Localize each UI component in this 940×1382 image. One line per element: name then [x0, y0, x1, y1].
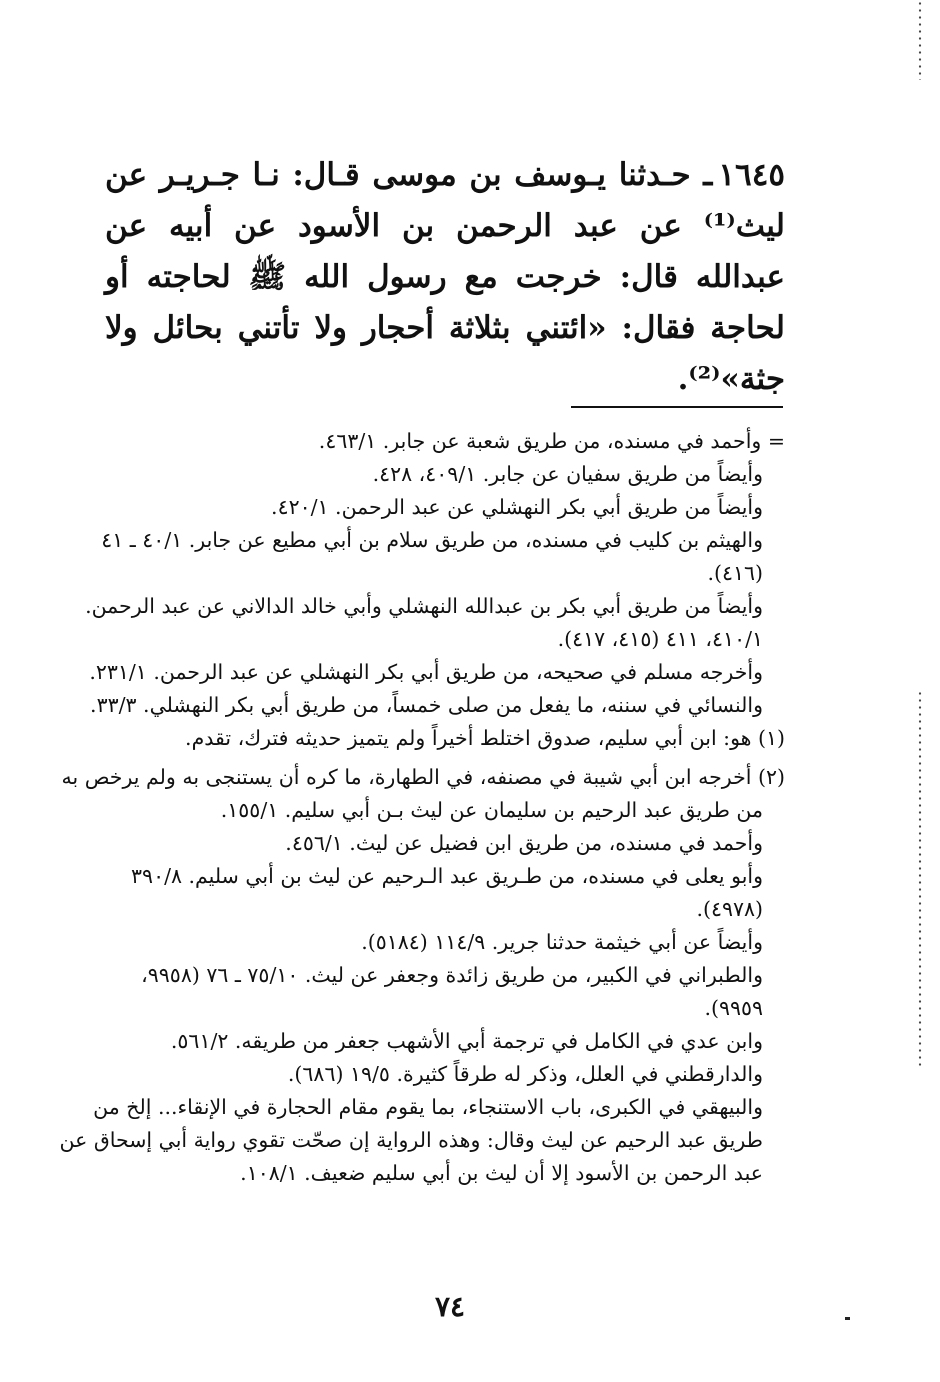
footnote-line: وأيضاً من طريق أبي بكر النهشلي عن عبد الرحمن. ٤٢٠/١. — [271, 495, 763, 519]
footnote-line: من طريق عبد الرحيم بن سليمان عن ليث بـن أبي سليم. ١٥٥/١. — [220, 798, 763, 822]
footnote-2: (٢) أخرجه ابن أبي شيبة في مصنفه، في الطهارة، ما كره أن يستنجى به ولم يرخص به — [61, 765, 785, 789]
scan-edge-middle — [918, 690, 922, 1070]
footnote-line: (٤٩٧٨). — [696, 897, 763, 921]
footnote-line: والهيثم بن كليب في مسنده، من طريق سلام بن أبي مطيع عن جابر. ٤٠/١ ـ ٤١ — [101, 528, 763, 552]
hadith-body: ـ حـدثنا يـوسف بن موسى قـال: نـا جـريـر عن ليث⁽¹⁾ عن عبد الرحمن بن الأسود عن أبيه عن عبدالله قال: خرجت مع رسول الله ﷺ لحاجته أو لحاجة فقال: «ائتني بثلاثة أحجار ولا تأتني بحائل ولا جثة»⁽²⁾. — [105, 157, 785, 397]
footnote-line: ٩٩٥٩). — [704, 996, 763, 1020]
footnote-line: وأيضاً عن أبي خيثمة حدثنا جرير. ١١٤/٩ (٥١٨٤). — [361, 930, 763, 954]
footnote-line: عبد الرحمن بن الأسود إلا أن ليث بن أبي سليم ضعيف. ١٠٨/١. — [240, 1161, 763, 1185]
hadith-text — [105, 150, 785, 405]
footnotes — [59, 425, 785, 1190]
scan-edge-top — [918, 0, 922, 80]
footnote-line: وأيضاً من طريق أبي بكر بن عبدالله النهشلي وأبي خالد الدالاني عن عبد الرحمن. — [85, 594, 763, 618]
footnote-line: وأيضاً من طريق سفيان عن جابر. ٤٠٩/١، ٤٢٨. — [372, 462, 763, 486]
footnote-1: (١) هو: ابن أبي سليم، صدوق اختلط أخيراً ولم يتميز حديثه فترك، تقدم. — [185, 726, 785, 750]
footnote-line: والدارقطني في العلل، وذكر له طرقاً كثيرة. ١٩/٥ (٦٨٦). — [287, 1062, 763, 1086]
hadith-number: ١٦٤٥ — [718, 157, 785, 193]
footnote-line: وأخرجه مسلم في صحيحه، من طريق أبي بكر النهشلي عن عبد الرحمن. ٢٣١/١. — [89, 660, 763, 684]
footnote-line: طريق عبد الرحيم عن ليث وقال: وهذه الرواية إن صحّت تقوي رواية أبي إسحاق عن — [59, 1128, 763, 1152]
footnote-line: والبيهقي في الكبرى، باب الاستنجاء، بما يقوم مقام الحجارة في الإنقاء... إلخ من — [93, 1095, 763, 1119]
footnote-line: والطبراني في الكبير، من طريق زائدة وجعفر عن ليث. ٧٥/١٠ ـ ٧٦ (٩٩٥٨، — [141, 963, 763, 987]
footnote-line: والنسائي في سننه، ما يفعل من صلى خمساً، من طريق أبي بكر النهشلي. ٣٣/٣. — [90, 693, 763, 717]
footnote-line: وأبو يعلى في مسنده، من طـريق عبد الـرحيم عن ليث بن أبي سليم. ٣٩٠/٨ — [131, 864, 763, 888]
footnote-line: ٤١٠/١، ٤١١ (٤١٥، ٤١٧). — [557, 627, 763, 651]
footnote-line: = وأحمد في مسنده، من طريق شعبة عن جابر. ٤٦٣/١. — [318, 429, 785, 453]
page-number: ٧٤ — [434, 1290, 466, 1323]
footnote-line: (٤١٦). — [707, 561, 763, 585]
footnote-line: وابن عدي في الكامل في ترجمة أبي الأشهب جعفر من طريقه. ٥٦١/٢. — [170, 1029, 763, 1053]
footnote-separator — [571, 406, 783, 408]
scan-mark — [845, 1317, 850, 1320]
footnote-line: وأحمد في مسنده، من طريق ابن فضيل عن ليث. ٤٥٦/١. — [285, 831, 763, 855]
